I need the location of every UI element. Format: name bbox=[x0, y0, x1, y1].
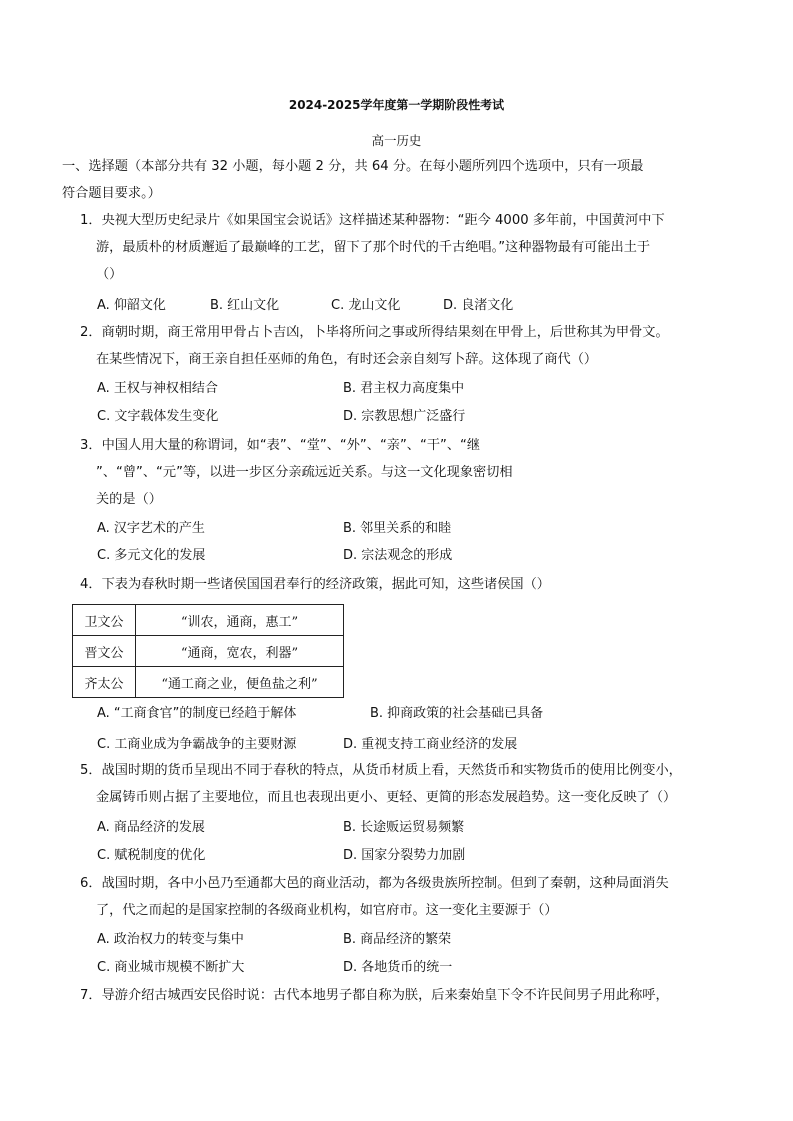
question-5-option-a[interactable]: A. 商品经济的发展 bbox=[97, 820, 205, 835]
table-cell-ruler: 卫文公 bbox=[73, 605, 136, 636]
question-3-text-cont: ”、“曾”、“元”等，以进一步区分亲疏远近关系。与这一文化现象密切相 bbox=[96, 465, 513, 480]
section-instructions-cont: 符合题目要求。） bbox=[62, 186, 161, 201]
question-7-text: 7．导游介绍古城西安民俗时说：古代本地男子都自称为朕，后来秦始皇下令不许民间男子用此称呼， bbox=[80, 988, 669, 1003]
question-2-text: 2．商朝时期，商王常用甲骨占卜吉凶，卜毕将所问之事或所得结果刻在甲骨上，后世称其为甲骨文。 bbox=[80, 325, 669, 340]
table-cell-ruler: 晋文公 bbox=[73, 636, 136, 667]
question-6-text-cont: 了，代之而起的是国家控制的各级商业机构，如官府市。这一变化主要源于（） bbox=[96, 903, 558, 918]
question-2-option-c[interactable]: C. 文字载体发生变化 bbox=[97, 409, 219, 424]
question-4-option-a[interactable]: A. “工商食官”的制度已经趋于解体 bbox=[97, 706, 297, 721]
table-cell-policy: “通工商之业，便鱼盐之利” bbox=[136, 667, 344, 698]
question-5-text-cont: 金属铸币则占据了主要地位，而且也表现出更小、更轻、更简的形态发展趋势。这一变化反映了（） bbox=[96, 790, 677, 805]
question-1-option-c[interactable]: C. 龙山文化 bbox=[331, 298, 401, 313]
question-5-text: 5．战国时期的货币呈现出不同于春秋的特点，从货币材质上看，天然货币和实物货币的使用比例变小， bbox=[80, 763, 682, 778]
question-5-option-b[interactable]: B. 长途贩运贸易频繁 bbox=[343, 820, 465, 835]
table-row bbox=[73, 667, 344, 698]
table-cell-ruler: 齐太公 bbox=[73, 667, 136, 698]
question-4-text: 4．下表为春秋时期一些诸侯国国君奉行的经济政策，据此可知，这些诸侯国（） bbox=[80, 577, 550, 592]
question-4-option-c[interactable]: C. 工商业成为争霸战争的主要财源 bbox=[97, 737, 297, 752]
question-3-option-d[interactable]: D. 宗法观念的形成 bbox=[343, 548, 453, 563]
question-3-text: 3．中国人用大量的称谓词，如“表”、“堂”、“外”、“亲”、“干”、“继 bbox=[80, 438, 481, 453]
section-instructions: 一、选择题（本部分共有 32 小题，每小题 2 分，共 64 分。在每小题所列四个选项中，只有一项最 bbox=[62, 159, 644, 174]
question-1-text: 1．央视大型历史纪录片《如果国宝会说话》这样描述某种器物：“距今 4000 多年前，中国黄河中下 bbox=[80, 213, 665, 228]
question-5-option-d[interactable]: D. 国家分裂势力加剧 bbox=[343, 848, 466, 863]
table-row bbox=[73, 636, 344, 667]
question-1-text-cont: 游，最质朴的材质邂逅了最巅峰的工艺，留下了那个时代的千古绝唱。”这种器物最有可能出土于 bbox=[96, 240, 651, 255]
question-2-option-b[interactable]: B. 君主权力高度集中 bbox=[343, 381, 465, 396]
question-6-option-a[interactable]: A. 政治权力的转变与集中 bbox=[97, 932, 244, 947]
question-2-option-d[interactable]: D. 宗教思想广泛盛行 bbox=[343, 409, 466, 424]
question-6-text: 6．战国时期，各中小邑乃至通都大邑的商业活动，都为各级贵族所控制。但到了秦朝，这种局面消失 bbox=[80, 876, 669, 891]
question-1-option-b[interactable]: B. 红山文化 bbox=[210, 298, 280, 313]
question-5-option-c[interactable]: C. 赋税制度的优化 bbox=[97, 848, 206, 863]
table-row bbox=[73, 605, 344, 636]
question-2-text-cont: 在某些情况下，商王亲自担任巫师的角色，有时还会亲自刻写卜辞。这体现了商代（） bbox=[96, 352, 598, 367]
question-6-option-c[interactable]: C. 商业城市规模不断扩大 bbox=[97, 960, 245, 975]
table-cell-policy: “通商，宽农，利器” bbox=[136, 636, 344, 667]
question-1-paren: （） bbox=[96, 267, 123, 282]
exam-subject: 高一历史 bbox=[371, 133, 422, 148]
question-3-option-c[interactable]: C. 多元文化的发展 bbox=[97, 548, 206, 563]
question-1-option-d[interactable]: D. 良渚文化 bbox=[443, 298, 514, 313]
question-4-option-d[interactable]: D. 重视支持工商业经济的发展 bbox=[343, 737, 518, 752]
question-6-option-d[interactable]: D. 各地货币的统一 bbox=[343, 960, 453, 975]
question-2-option-a[interactable]: A. 王权与神权相结合 bbox=[97, 381, 218, 396]
question-6-option-b[interactable]: B. 商品经济的繁荣 bbox=[343, 932, 452, 947]
question-3-option-b[interactable]: B. 邻里关系的和睦 bbox=[343, 521, 452, 536]
question-4-option-b[interactable]: B. 抑商政策的社会基础已具备 bbox=[370, 706, 544, 721]
question-1-option-a[interactable]: A. 仰韶文化 bbox=[97, 298, 166, 313]
table-cell-policy: “训农，通商，惠工” bbox=[136, 605, 344, 636]
policy-table bbox=[72, 604, 344, 698]
exam-title: 2024-2025学年度第一学期阶段性考试 bbox=[288, 98, 505, 112]
question-3-text-cont-2: 关的是（） bbox=[96, 492, 162, 507]
question-3-option-a[interactable]: A. 汉字艺术的产生 bbox=[97, 521, 205, 536]
